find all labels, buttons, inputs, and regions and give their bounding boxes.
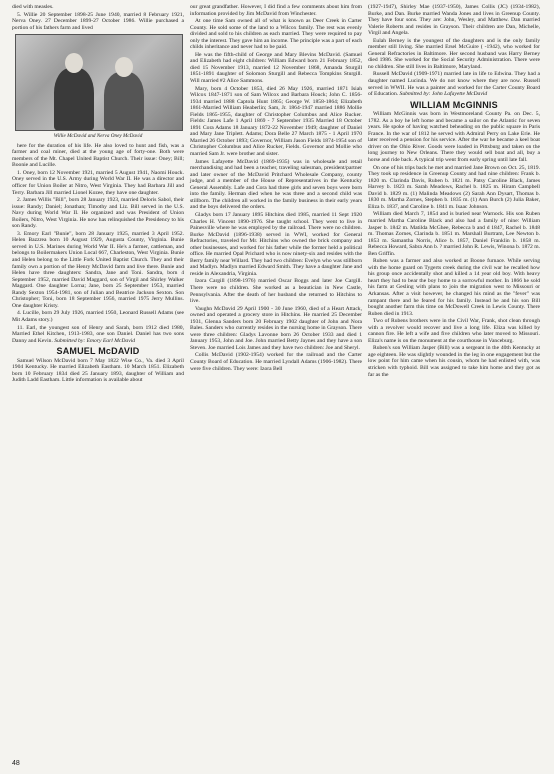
page-number: 48 xyxy=(12,760,20,767)
paragraph: Ruben was a farmer and also worked at Boone furnace. While serving with the home guard on Tygerts creek during the civil war he recalled how his group once accidentally shot and killed a 14 year old boy. With heavy heart they had to bear the boy home to a sorrowful mother. In 1866 he sold his farm at Gesling with plans to join the migration west to Missouri or Arkansas. After a visit however, he changed his mind as the "fever" was rampant there and he feared for his family. Instead he and his son Bill bought another farm this time on McDowell Creek in Lewis County. There Ruben died in 1913. xyxy=(368,258,540,317)
paragraph: 4. Lucille, born 29 July 1926, married 1950, Leonard Russell Adams (see Mit Adams story.) xyxy=(12,310,184,323)
paragraph-text: 11. Earl, the youngest son of Henry and Sarah, born 1912 died 1980, Married Ethel Kitchen, 1913-1983, one son Daniel. Daniel has two sons Danny and Kevin. xyxy=(12,324,184,344)
paragraph: Vaughn McDavid 29 April 1900 - 30 June 1960, died of a Heart Attack, owned and operated a grocery store in Hitchins. He married 25 December 1931, Glenna Sanders born 20 February 1902 daughter of John and Nora Bales. Sanders who currently resides in the nursing home in Grayson. There were three children: Gladys Lavonne born 26 October 1933 and died 1 January 1953, John and Joe. John married Betty Jaynes and they have a son Steven. Joe married Lois James and they have two children: Joe and Sheryl. xyxy=(190,305,362,351)
paragraph: here for the duration of his life. He also loved to hunt and fish, was a farmer and coal miner, died at the young age of forty-one. Both were members of the Mt. Chapel United Baptist Church. Their issue: Oney; Bill; Boonie and Lucille. xyxy=(12,142,184,169)
paragraph: He was the fifth-child of George and Mary Blevins McDavid. (Samuel and Elizabeth had eight children: William Edward born 21 February 1852, died 15 November 1913, married 12 November 1868, Amanda Sturgill 1851-1891 daughter of Solomon Sturgill and Rebecca Tompkins Sturgill. Will married #2 Alice Sammons. xyxy=(190,51,362,85)
paragraph: At one time Sam owned all of what is known as Deer Creek in Carter County. He sold some of the land to a Wilcox family. The rest was evenly divided and sold to his children as each married. They were required to pay only the interest. They gave him an income. The principle was a part of each childs inheritance and never had to be paid. xyxy=(190,18,362,51)
paragraph: 5. Willie 20 September 1898-25 June 1940, married 8 February 1921, Nerva Oney. 27 December 1899-27 October 1986. Willie purchased a portion of his fathers farm and lived xyxy=(12,11,184,31)
column-left xyxy=(12,4,184,385)
paragraph: James Lafayette McDavid (1869-1935) was in wholesale and retail merchandising and had been a teacher, traveling salesman, president/partner and later owner of the McDavid Pritchard Wholesale Company, county judge, and a member of the House of Representatives in the Kentucky General Assembly. Lafe and Cora had three girls and seven boys were born into the family. Herman died when he was three and a second child was stillborn. The children all worked in the family business in their early years and the boys delivered the orders. xyxy=(190,158,362,211)
paragraph: Gladys born 17 January 1895 Hitchins died 1985, married 11 Sept 1920 Charles H. Vincent 1890-1976. She taught school. They went to live in Painesville where he was employed by the railroad. There were no children. Burke McDavid (1896-1938) served in WWI, worked for General Refractories, traveled for Mr. Hitchins who owned the brick company and other businesses, and worked for his father while the former held a political office. He married Opal Prichard who is now ninety-six and resides with the Berry family near Willard. They had two children: Evelyn who was stillborn and Madlyn. Madlyn married Edward Smith. They have a daughter Jane and reside in Alexandria, Virginia. xyxy=(190,211,362,277)
paragraph xyxy=(12,325,184,345)
paragraph: William McGinnis was born in Westmoreland County Pa. on Dec. 5, 1782. As a boy he left home and became a sailor on the Atlantic for seven years. He spoke of having watched beheading on the public square in Paris France. In the war of 1812 he served with Admiral Perry on Lake Erie. He later received a pension for his service. After the war he became a keel boat driver on the Ohio River. Goods were loaded in Pittsburg and taken on the long journey to New Orleans. There they would sell boat and all, buy a horse and ride back. A typical trip went from early spring until late fall. xyxy=(368,111,540,164)
paragraph: 2. James Willis "Bill", born 28 January 1923, married Deloris Sabol, their issue: Randy; Daniel; Jonathan; Timothy and Liz. Bill served in the U.S. Navy during World War II. He organized and was President of Union Boilers, Nitro, West Virginia. He now has relinquished the Presidency to his son Randy. xyxy=(12,197,184,230)
paragraph: Collis McDavid (1902-1954) worked for the railroad and the Carter County Board of Education. He married Lyndall Adams (1906-1982). There were five children. They were: Izora Bell xyxy=(190,352,362,372)
section-heading-william-mcginnis: WILLIAM McGINNIS xyxy=(410,99,498,110)
photo-willie-nerva-mcdavid xyxy=(15,34,183,131)
paragraph: Samuel Wilson McDavid born 7 May 1822 Wise Co., Va. died 3 April 1904 Kentucky. He married Elizabeth Eastham. 10 March 1851. Elizabeth born 10 February 1834 died 25 January 1893, daughter of William and Judith Ladd Eastham. Little information is available about xyxy=(12,357,184,384)
paragraph: On one of his trips back he met and married Jane Brown on Oct. 25, 1819. They took up residence in Greenup County and had nine children: Frank b. 1820 m. Clarinda Davis, Ruben b. 1821 m. Patsy Caroline Black, James Harvey b. 1823 m. Sarah Meadows, Rachel b. 1825 m. Hiram Campbell David b. 1829 m. (1) Malinda Meadows (2) Sarah Ann Dysart, Thomas b. 1830 m. Martha Zornes, Stephen b. 1835 m. (1) Ann Burch (2) Julia Baker, Eliza b. 1837, and Caroline b. 1841 m. Isaac Johnson. xyxy=(368,164,540,210)
paragraph: Izora Cargill (1898-1976) married Oscar Boggs and later Joe Cargill. There were no children. She worked as a beautician in New Castle, Pennsylvania. After the death of her husband she returned to Hitchins to live. xyxy=(190,278,362,305)
paragraph: our great grandfather. However, I did find a few comments about him from information provided by Jim McDavid from Winchester. xyxy=(190,4,362,17)
paragraph: William died March 7, 1854 and is buried near Warnock. His son Ruben married Martha Caroline Black and also had a family of nine: William Jasper b. 1842 m. Matilda McGhee, Rebecca b and d 1847, Rachel b. 1848 m. Thomas Zornes, Clarinda b. 1851 m. Marshall Burtram, Lee Newton b. 1853 m. Samantha Norris, Alice b. 1857, Daniel Franklin b. 1858 m. Rebecca Howard, Sabra Ann b. ? married John R. Lewis, Winona b. 1872 m. Ben Griffin. xyxy=(368,211,540,257)
submitted-by: Submitted by: Emory Earl McDavid xyxy=(54,337,136,344)
paragraph: died with measles. xyxy=(12,4,54,10)
paragraph: (1927-1947), Shirley Mae (1937-1950), James Collis (JC) (1934-1982), Burke, and Dan. Burke married Wanda Jones and lives in Greenup County. They have four sons. They are: John, Wesley, and Matthew. Dan married Valerie Roberts and resides in Grayson. Their children are Dan, Michelle, Virgil and Angela. xyxy=(368,4,540,37)
paragraph: Eulah Berney is the youngest of the daughters and is the only family member still living. She married Ersel McGuire ( -1942), who worked for General Refractories in Baltimore. Her second husband was Harry Berney died 1986. She worked for the Social Security Administration. There were no children. She still lives in Baltimore, Maryland. xyxy=(368,37,540,70)
submitted-by: Submitted by: John Lafayette McDavid xyxy=(399,91,488,98)
paragraph: Ruben's son William Jasper (Bill) was a sergeant in the 40th Kentucky at age eighteen. He was slightly wounded in the leg in one engagement but the low point for him came when his cousin, whom he had enlisted with, was stricken with typhoid. Bill was assigned to take him home and they got as far as the xyxy=(368,345,540,378)
paragraph: Mary, born 4 October 1853, died 26 May 1926, married 1871 Isiah Wilcox 1847-1871 son of Sam Wilcox and Barbara Houck; John C. 1856-1934 married 1888 Captola Hunt 1865; George W. 1858-1864; Elizabeth 1861-Married William Heaberlin; Sam, Jr. 1864-1947 married 1886 Mollie Fields 1865-1955, daughter of Christopher Columbus and Alice Rucker. Fields: James Lafe 1 April 1869 - 7 September 1935 Married 18 October 1891 Cora Adams 18 January 1872-22 November 1949; daughter of Daniel and Mary Jane Triplett. Adams; Dora Belle 27 March 1875 - 1 April 1970 Married 26 October 1893; Governor, William Jason Fields 1874-1954 son of Christopher Columbus and Alice Rucker, Fields. Governor and Mollie who married Sam Jr. were brother and sister. xyxy=(190,85,362,158)
paragraph: Two of Rubens brothers were in the Civil War, Frank, shot clean through with a revolver would recover and live a long life. Eliza was killed by cannon fire. He left a wife and five children who later moved to Missouri. Eliza's name is on the monument at the courthouse in Vanceburg. xyxy=(368,318,540,344)
paragraph-text: Russell McDavid (1909-1971) married late in life to Edwina. They had a daughter named Lucinda. We do not know where they are now. Russell served in WWII. He was a painter and worked for the Carter County Board of Education. xyxy=(368,71,540,98)
section-heading-samuel-mcdavid: SAMUEL McDAVID xyxy=(56,346,140,357)
photo-caption: Willie McDavid and Nerva Oney McDavid xyxy=(53,133,143,140)
column-middle xyxy=(190,4,362,373)
paragraph: 1. Oney, born 12 November 1921, married 5 August 1941, Naomi Houck. Oney served in the U.S. Army during World War II. He was a director and officer for Union Boiler at Nitro, West Virginia. They had Barbara Jill and Terry. Barbara Jill married Lionel Kozee, they have one daughter. xyxy=(12,169,184,196)
photo-figure-woman xyxy=(104,72,144,130)
paragraph xyxy=(368,71,540,97)
photo-figure-man xyxy=(54,68,94,130)
paragraph: 3. Emory Earl "Bunie", born 28 January 1925, married 3 April 1952. Helen Bazzrea born 10 August 1929, Augusta County, Virginia. Bunie served in U.S. Marines during World War II. He's a farmer, cattleman, and belongs to Boilermakers Union Local 667, Charleston, West Virginia. Bunie and Helen belong to the Little Fork United Baptist Church. They and their family own a portion of the Henry McDavid farm and live there. Bunie and Helen have three daughters: Sandra, Jane and Toni. Sandra, born 4 September 1952, married David Maggard, son of Virgil and Shirley Walker Maggard. One daughter Lorna; Jane, born 25 September 1953, married Randy Sexton 1954-1981, son of Julian and Beatrice Jackson Sexton. Son Christopher; Toni, born 18 September 1956, married 1975 Jerry Mullins. One daughter Kristy. xyxy=(12,230,184,309)
column-right xyxy=(368,4,540,379)
